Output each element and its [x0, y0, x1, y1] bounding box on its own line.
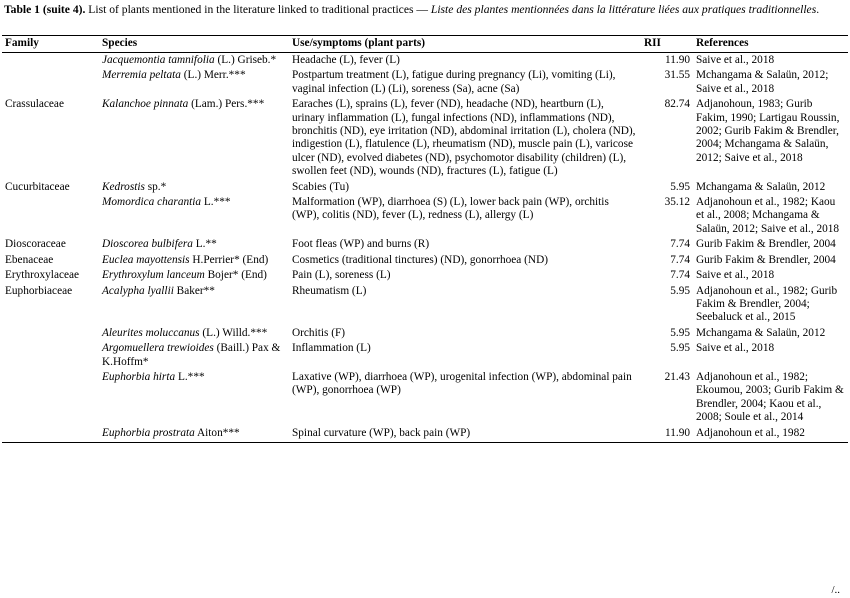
species-author: Baker**: [173, 284, 215, 297]
table-caption: [4, 2, 846, 17]
column-header-family: Family: [2, 36, 99, 53]
species-name: Acalypha lyallii: [102, 284, 174, 297]
rii-cell: 82.74: [664, 98, 690, 111]
caption-english: List of plants mentioned in the literature linked to traditional practices —: [88, 3, 431, 16]
table-row: [2, 370, 848, 426]
use-cell: Spinal curvature (WP), back pain (WP): [289, 426, 641, 443]
species-name: Dioscorea bulbifera: [102, 238, 193, 251]
column-header-species: Species: [99, 36, 289, 53]
table-row: [2, 68, 848, 97]
references-cell: Gurib Fakim & Brendler, 2004: [696, 253, 836, 266]
use-cell: Foot fleas (WP) and burns (R): [292, 238, 430, 251]
species-cell: [99, 253, 289, 268]
table-row: [2, 341, 848, 370]
species-author: sp.*: [144, 180, 167, 193]
species-cell: [99, 326, 289, 341]
species-author: L.***: [201, 196, 231, 209]
references-cell: Mchangama & Salaün, 2012: [696, 326, 826, 339]
species-cell: [99, 268, 289, 283]
plants-table: [2, 35, 848, 443]
caption-end: .: [816, 3, 820, 16]
rii-cell: 21.43: [664, 370, 690, 383]
use-cell: Orchitis (F): [292, 326, 346, 339]
references-cell: Saive et al., 2018: [696, 54, 775, 66]
references-cell: Adjanohoun et al., 1982; Ekoumou, 2003; Gurib Fakim & Brendler, 2004; Kaou et al., 2008; Soule et al., 2014: [696, 370, 844, 424]
species-cell: [99, 180, 289, 195]
continuation-mark: /..: [831, 584, 840, 596]
table-row: [2, 326, 848, 341]
species-author: H.Perrier* (End): [189, 253, 269, 266]
species-cell: [99, 195, 289, 237]
species-name: Merremia peltata: [102, 69, 181, 82]
references-cell: Adjanohoun et al., 1982; Gurib Fakim & Brendler, 2004; Seebaluck et al., 2015: [696, 284, 838, 324]
species-cell: [99, 370, 289, 426]
rii-cell: 5.95: [670, 326, 690, 339]
family-cell: Crassulaceae: [5, 98, 64, 111]
column-header-rii: RII: [641, 36, 693, 53]
rii-cell: 5.95: [670, 342, 690, 355]
table-row: [2, 53, 848, 69]
use-cell: Postpartum treatment (L), fatigue during pregnancy (Li), vomiting (Li), vaginal infection (L) (Li), soreness (Sa), acne (Sa): [292, 69, 616, 95]
family-cell: [2, 195, 99, 237]
species-name: Argomuellera trewioides: [102, 342, 214, 355]
table-row: [2, 253, 848, 268]
species-author: (Lam.) Pers.***: [188, 98, 265, 111]
use-cell: Scabies (Tu): [292, 180, 350, 193]
references-cell: Saive et al., 2018: [696, 342, 775, 355]
species-cell: [99, 53, 289, 69]
references-cell: Adjanohoun et al., 1982: [693, 426, 848, 443]
table-body: [2, 53, 848, 443]
species-name: Momordica charantia: [102, 196, 202, 209]
references-cell: Mchangama & Salaün, 2012: [696, 180, 826, 193]
use-cell: Inflammation (L): [292, 342, 371, 355]
caption-label: Table 1 (suite 4).: [4, 3, 86, 16]
use-cell: Headache (L), fever (L): [292, 54, 400, 66]
table-row: [2, 268, 848, 283]
table-row: [2, 195, 848, 237]
species-author: Aiton***: [194, 426, 240, 439]
references-cell: Gurib Fakim & Brendler, 2004: [696, 238, 836, 251]
species-name: Aleurites moluccanus: [102, 326, 200, 339]
species-author: (L.) Willd.***: [199, 326, 268, 339]
species-name: Kedrostis: [102, 180, 145, 193]
rii-cell: 7.74: [670, 269, 690, 282]
family-cell: Ebenaceae: [5, 253, 54, 266]
use-cell: Earaches (L), sprains (L), fever (ND), headache (ND), heartburn (L), urinary inflammation (L), fungal infections (ND), inflammations (ND), bronchitis (ND), eye irritation (ND), abdominal irritation (L), cholera (ND), indigestion (L), flatulence (L), rheumatism (ND), muscle pain (L), varicose ulcer (ND), evolved diabetes (ND), psychomotor disability (children) (L), swollen feet (ND), wounds (ND), fractures (L), fatigue (L): [292, 98, 636, 178]
table-row: [2, 97, 848, 179]
species-name: Euphorbia prostrata: [102, 426, 195, 439]
family-cell: [2, 370, 99, 426]
species-cell: [99, 284, 289, 326]
species-cell: [99, 97, 289, 179]
column-header-use: Use/symptoms (plant parts): [289, 36, 641, 53]
species-author: Bojer* (End): [204, 269, 267, 282]
family-cell: Euphorbiaceae: [5, 284, 73, 297]
family-cell: [2, 341, 99, 370]
family-cell: [2, 426, 99, 443]
table-row: [2, 426, 848, 443]
rii-cell: 5.95: [670, 180, 690, 193]
references-cell: Saive et al., 2018: [696, 269, 775, 282]
species-cell: [99, 426, 289, 443]
references-cell: Adjanohoun, 1983; Gurib Fakim, 1990; Lartigau Roussin, 2002; Gurib Fakim & Brendler, 2004; Mchangama & Salaün, 2012; Saive et al., 2018: [696, 98, 840, 164]
use-cell: Malformation (WP), diarrhoea (S) (L), lower back pain (WP), orchitis (WP), colitis (ND), fever (L), redness (L), allergy (L): [292, 196, 609, 222]
species-author: L.**: [192, 238, 217, 251]
use-cell: Pain (L), soreness (L): [292, 269, 391, 282]
rii-cell: 11.90: [665, 54, 690, 66]
family-cell: Cucurbitaceae: [5, 180, 70, 193]
rii-cell: 7.74: [670, 253, 690, 266]
family-cell: [2, 68, 99, 97]
use-cell: Laxative (WP), diarrhoea (WP), urogenital infection (WP), abdominal pain (WP), gonorrhoea (WP): [292, 370, 632, 397]
rii-cell: 5.95: [670, 284, 690, 297]
family-cell: Dioscoraceae: [5, 238, 66, 251]
caption-french: Liste des plantes mentionnées dans la littérature liées aux pratiques traditionnelles: [430, 3, 817, 16]
table-row: [2, 180, 848, 195]
family-cell: Erythroxylaceae: [5, 269, 80, 282]
rii-cell: 7.74: [670, 238, 690, 251]
table-row: [2, 237, 848, 252]
references-cell: Adjanohoun et al., 1982; Kaou et al., 2008; Mchangama & Salaün, 2012; Saive et al., 2018: [696, 196, 840, 235]
species-author: (L.) Merr.***: [180, 69, 246, 82]
species-name: Kalanchoe pinnata: [102, 98, 189, 111]
species-author: L.***: [175, 370, 205, 383]
rii-cell: 31.55: [664, 69, 690, 82]
table-header-row: [2, 36, 848, 53]
species-name: Euclea mayottensis: [102, 253, 190, 266]
species-author: (Baill.) Pax & K.Hoffm*: [102, 342, 281, 368]
species-cell: [99, 237, 289, 252]
species-name: Erythroxylum lanceum: [102, 269, 205, 282]
species-author: (L.) Griseb.*: [214, 54, 277, 66]
rii-cell: 35.12: [664, 196, 690, 209]
species-name: Euphorbia hirta: [102, 370, 176, 383]
references-cell: Mchangama & Salaün, 2012; Saive et al., 2018: [696, 69, 829, 95]
use-cell: Cosmetics (traditional tinctures) (ND), gonorrhoea (ND): [292, 253, 548, 266]
table-row: [2, 284, 848, 326]
species-cell: [99, 341, 289, 370]
column-header-references: References: [693, 36, 848, 53]
family-cell: [2, 326, 99, 341]
species-name: Jacquemontia tamnifolia: [102, 54, 215, 66]
use-cell: Rheumatism (L): [292, 284, 367, 297]
family-cell: [2, 53, 99, 69]
species-cell: [99, 68, 289, 97]
rii-cell: 11.90: [641, 426, 693, 443]
